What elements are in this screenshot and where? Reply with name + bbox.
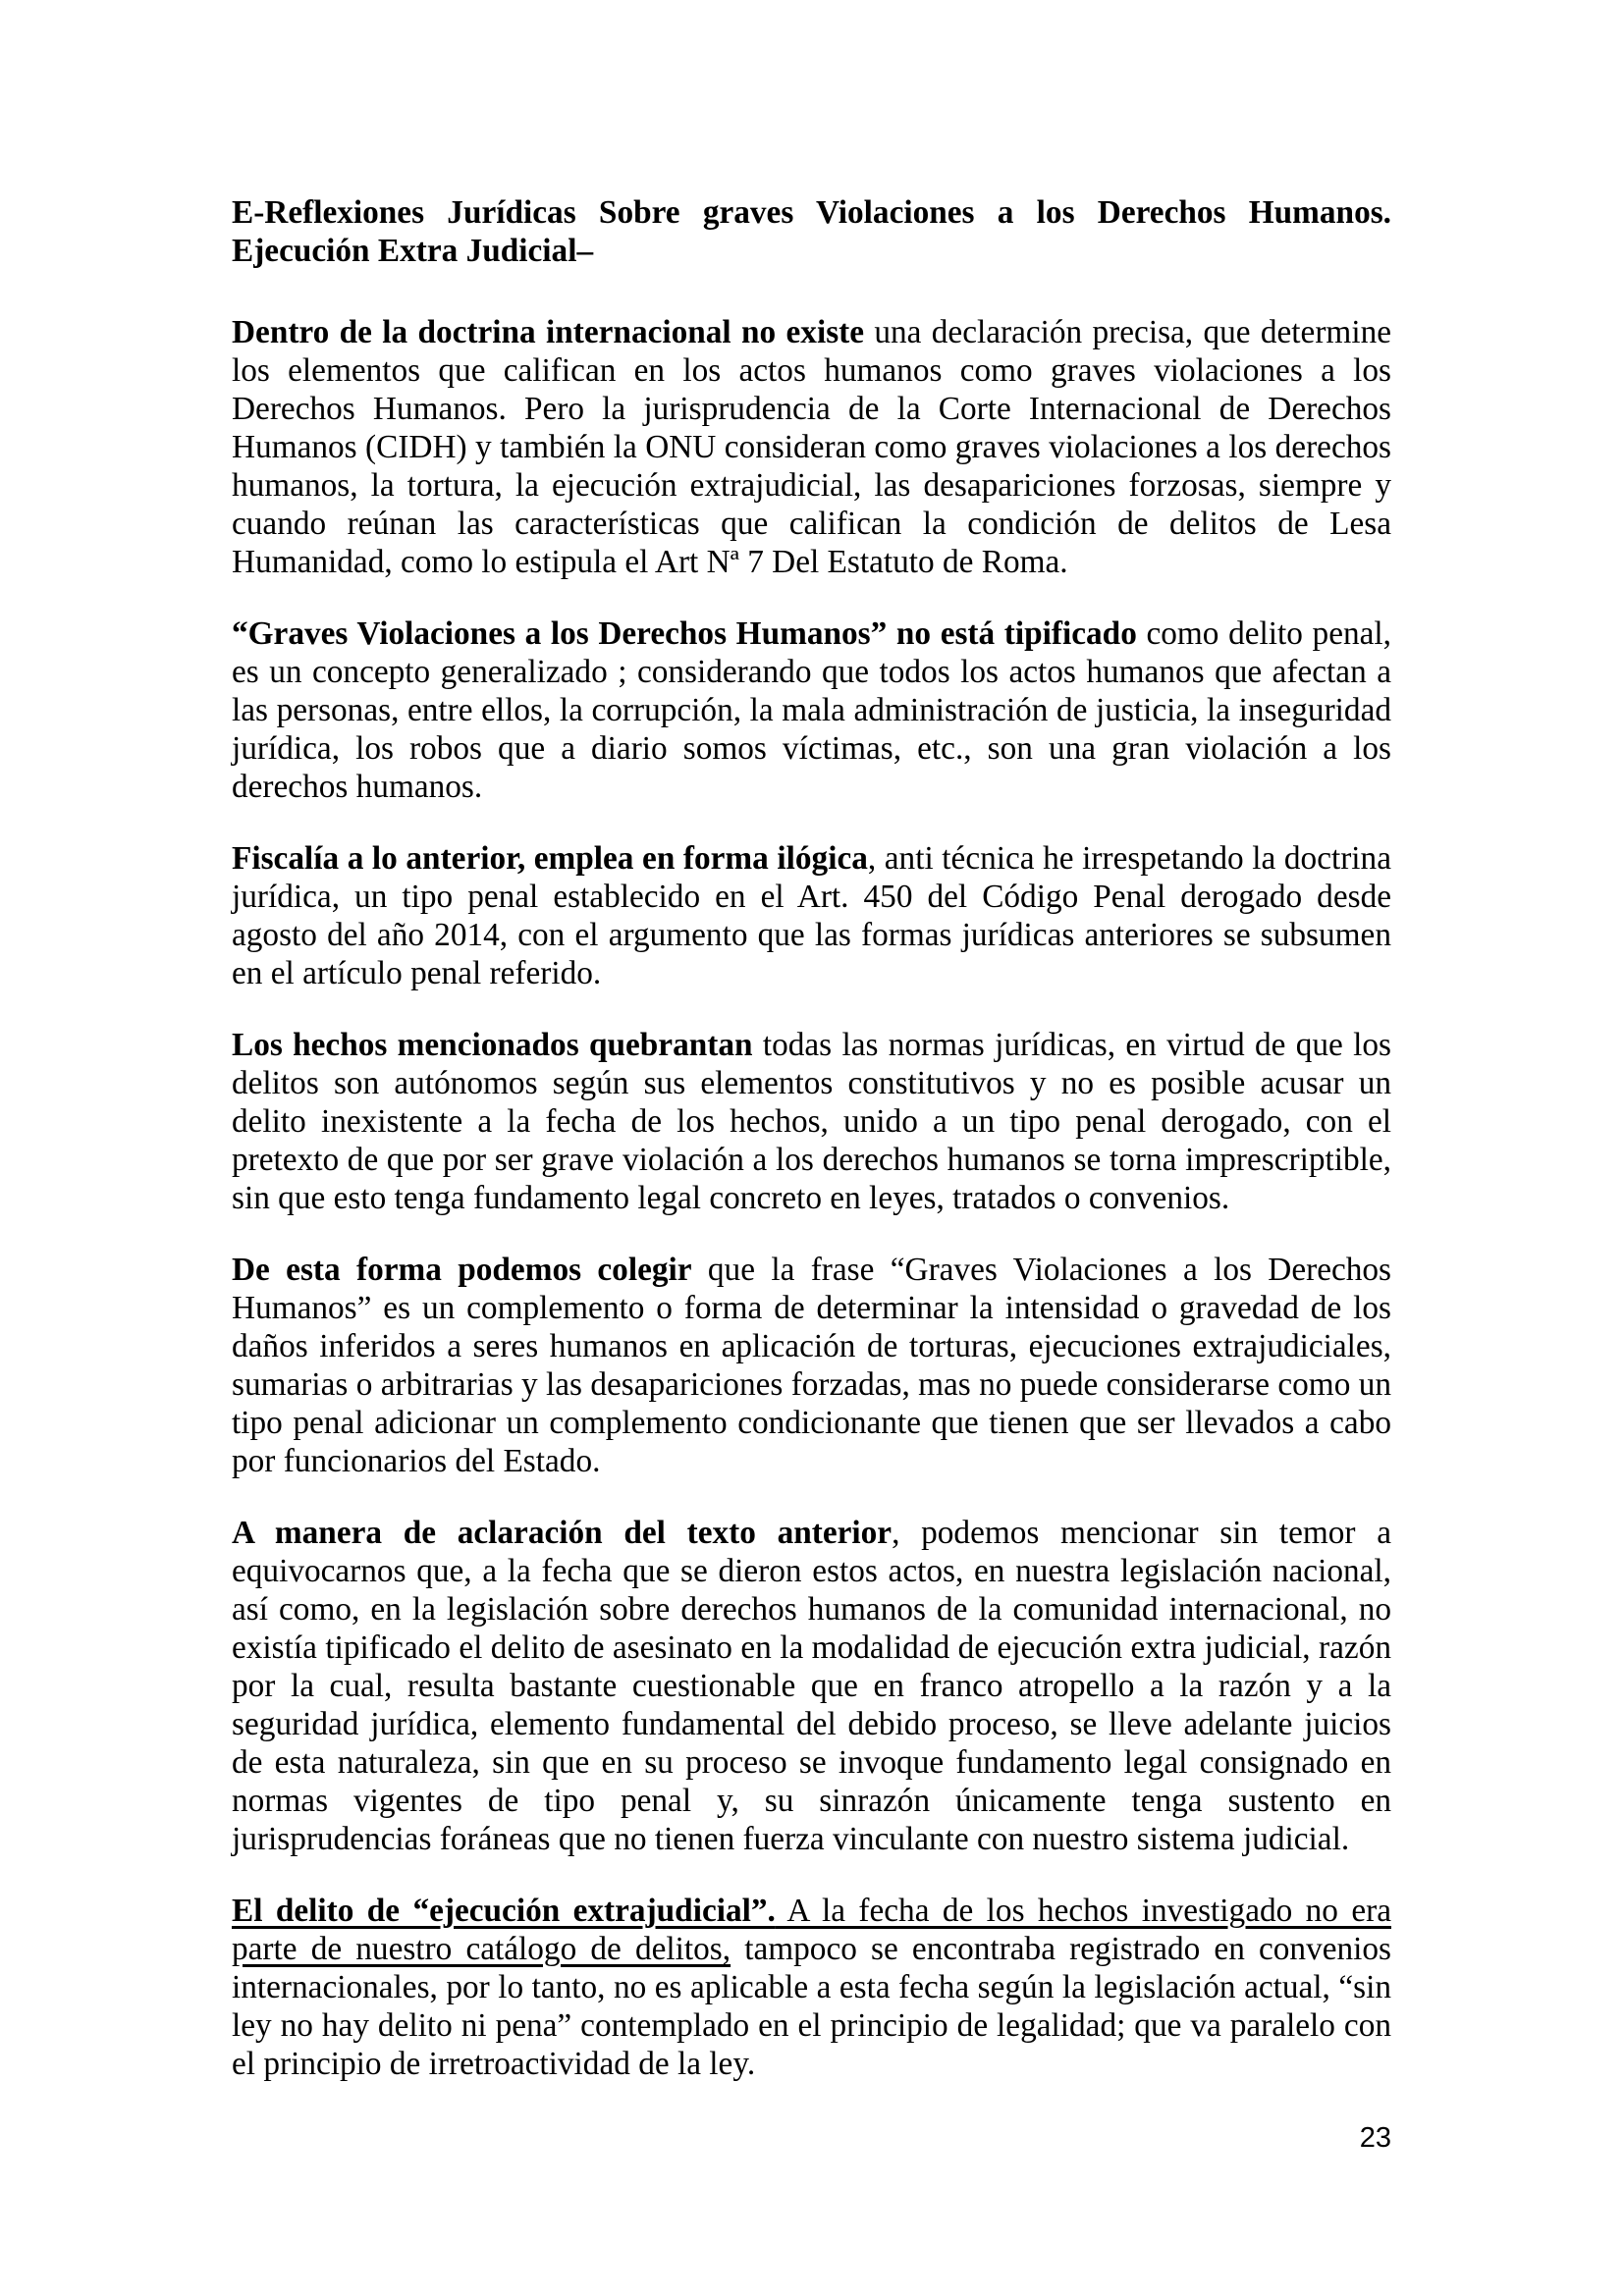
paragraph-lead: Los hechos mencionados quebrantan	[232, 1027, 753, 1063]
paragraph-text: una declaración precisa, que determine los elementos que califican en los actos humanos como graves violaciones a los Derechos Humanos. Pero la jurisprudencia de la Corte Internacional de Derechos Humanos (CIDH) y también la ONU consideran como graves violaciones a los derechos humanos, la tortura, la ejecución extrajudicial, las desapariciones forzosas, siempre y cuando reúnan las características que califican la condición de delitos de Lesa Humanidad, como lo estipula el Art Nª 7 Del Estatuto de Roma.	[232, 314, 1391, 580]
paragraph-text: todas las normas jurídicas, en virtud de que los delitos son autónomos según sus elementos constitutivos y no es posible acusar un delito inexistente a la fecha de los hechos, unido a un tipo penal derogado, con el pretexto de que por ser grave violación a los derechos humanos se torna imprescriptible, sin que esto tenga fundamento legal concreto en leyes, tratados o convenios.	[232, 1027, 1391, 1216]
paragraph	[232, 313, 1391, 581]
paragraph-text: , podemos mencionar sin temor a equivocarnos que, a la fecha que se dieron estos actos, en nuestra legislación nacional, así como, en la legislación sobre derechos humanos de la comunidad internacional, no existía tipificado el delito de asesinato en la modalidad de ejecución extra judicial, razón por la cual, resulta bastante cuestionable que en franco atropello a la razón y a la seguridad jurídica, elemento fundamental del debido proceso, se lleve adelante juicios de esta naturaleza, sin que en su proceso se invoque fundamento legal consignado en normas vigentes de tipo penal y, su sinrazón únicamente tenga sustento en jurisprudencias foráneas que no tienen fuerza vinculante con nuestro sistema judicial.	[232, 1515, 1391, 1857]
paragraph-lead: “Graves Violaciones a los Derechos Humanos” no está tipificado	[232, 615, 1137, 652]
paragraph	[232, 1514, 1391, 1858]
paragraph-lead-underlined: El delito de “ejecución extrajudicial”.	[232, 1893, 776, 1929]
paragraph-text: como delito penal, es un concepto generalizado ; considerando que todos los actos humanos que afectan a las personas, entre ellos, la corrupción, la mala administración de justicia, la inseguridad jurídica, los robos que a diario somos víctimas, etc., son una gran violación a los derechos humanos.	[232, 615, 1391, 805]
paragraph-underlined-text: A la fecha de los hechos investigado no era parte de nuestro catálogo de delitos,	[232, 1893, 1391, 1967]
paragraph-lead: A manera de aclaración del texto anterior	[232, 1515, 893, 1551]
paragraph	[232, 1251, 1391, 1480]
paragraph	[232, 839, 1391, 992]
page-number: 23	[1359, 2122, 1391, 2154]
document-title: E-Reflexiones Jurídicas Sobre graves Violaciones a los Derechos Humanos. Ejecución Extra Judicial–	[232, 194, 1391, 269]
paragraph-text: tampoco se encontraba registrado en convenios internacionales, por lo tanto, no es aplicable a esta fecha según la legislación actual, “sin ley no hay delito ni pena” contemplado en el principio de legalidad; que va paralelo con el principio de irretroactividad de la ley.	[232, 1931, 1391, 2082]
paragraph-lead: De esta forma podemos colegir	[232, 1252, 692, 1288]
paragraph-text: , anti técnica he irrespetando la doctrina jurídica, un tipo penal establecido en el Art. 450 del Código Penal derogado desde agosto del año 2014, con el argumento que las formas jurídicas anteriores se subsumen en el artículo penal referido.	[232, 840, 1391, 991]
document-body	[232, 193, 1391, 2116]
paragraph-text: que la frase “Graves Violaciones a los Derechos Humanos” es un complemento o forma de determinar la intensidad o gravedad de los daños inferidos a seres humanos en aplicación de torturas, ejecuciones extrajudiciales, sumarias o arbitrarias y las desapariciones forzadas, mas no puede considerarse como un tipo penal adicionar un complemento condicionante que tienen que ser llevados a cabo por funcionarios del Estado.	[232, 1252, 1392, 1479]
paragraph	[232, 614, 1391, 806]
paragraph	[232, 1892, 1391, 2083]
paragraph-lead: Fiscalía a lo anterior, emplea en forma ilógica	[232, 840, 868, 877]
paragraph	[232, 1026, 1391, 1217]
paragraph-lead: Dentro de la doctrina internacional no existe	[232, 314, 865, 350]
